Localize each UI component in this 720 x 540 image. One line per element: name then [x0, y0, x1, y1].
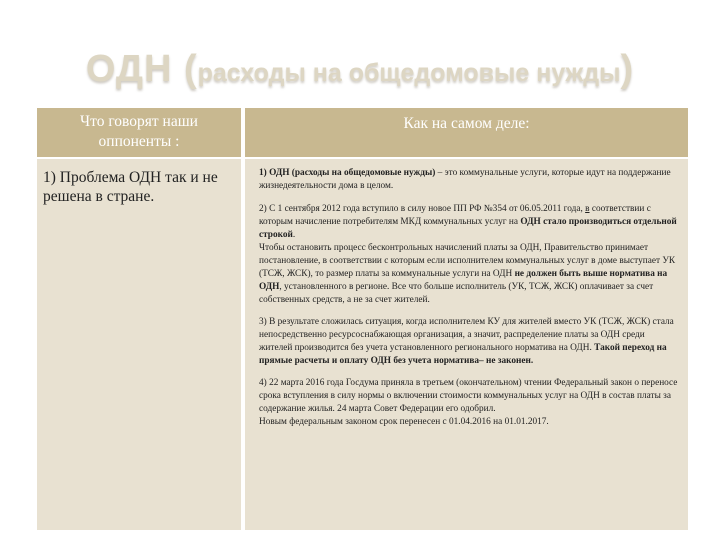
- reality-point-4-text: 4) 22 марта 2016 года Госдума приняла в третьем (окончательном) чтении Федеральный закон о переносе срока вступления в силу нормы о включении стоимости коммунальных услуг на ОДН в состав платы за содержание жилья. 24 марта Совет Федерации его одобрил.: [259, 378, 678, 414]
- reality-point-4: [259, 377, 678, 429]
- reality-point-4-text-2: Новым федеральным законом срок перенесен с 01.04.2016 на 01.01.2017.: [259, 417, 549, 427]
- page-title: [0, 48, 720, 91]
- opponent-claim-text: 1) Проблема ОДН так и не решена в стране.: [43, 169, 218, 205]
- title-paren-open: (: [172, 48, 198, 90]
- title-subtitle: расходы на общедомовые нужды: [197, 59, 621, 87]
- reality-point-1-bold: 1) ОДН (расходы на общедомовые нужды): [259, 168, 436, 178]
- reality-point-2-part-e: , установленного в регионе. Все что больше исполнитель (УК, ТСЖ, ЖСК) оплачивает за счет собственных средств, а не за счет жителей.: [259, 282, 654, 305]
- reality-point-2: [259, 203, 678, 307]
- reality-point-2-part-c: .: [292, 230, 296, 240]
- reality-point-2-part-b: соответствии с которым начисление потребителям МКД коммунальных услуг на: [259, 204, 651, 227]
- reality-point-1-text: – это коммунальные услуги, которые идут на поддержание жизнедеятельности дома в целом.: [259, 168, 671, 191]
- reality-point-3: [259, 316, 678, 368]
- header-opponents-label: Что говорят наши оппоненты :: [80, 113, 198, 150]
- reality-point-2-underline: в: [585, 204, 590, 214]
- reality-cell: [245, 159, 688, 530]
- reality-point-2-part-a: 2) С 1 сентября 2012 года вступило в силу новое ПП РФ №354 от 06.05.2011 года,: [259, 204, 586, 214]
- opponent-claim-cell: [37, 159, 241, 530]
- header-reality: [245, 108, 688, 157]
- title-main: ОДН: [85, 48, 173, 90]
- reality-point-1: [259, 167, 678, 193]
- reality-point-3-text: 3) В результате сложилась ситуация, когда исполнителем КУ для жителей вместо УК (ТСЖ, ЖСК) стала непосредственно ресурсоснабжающая организация, а значит, распределение платы за ОДН среди жителей производится без учета установленного регионального норматива на ОДН.: [259, 317, 674, 353]
- reality-point-3-bold: Такой переход на прямые расчеты и оплату ОДН без учета норматива– не законен.: [259, 343, 667, 366]
- reality-point-2-part-d: Чтобы остановить процесс бесконтрольных начислений платы за ОДН, Правительство принимает постановление, в соответствии с которым если исполнителем коммунальных услуг в доме выступает УК (ТСЖ, ЖСК), то размер платы за коммунальные услуги на ОДН: [259, 243, 676, 279]
- reality-point-2-bold: ОДН стало производиться отдельной строкой: [259, 217, 677, 240]
- title-paren-close: ): [620, 48, 635, 90]
- reality-point-2-bold-2: не должен быть выше норматива на ОДН: [259, 269, 668, 292]
- header-opponents: [37, 108, 241, 157]
- header-reality-label: Как на самом деле:: [403, 115, 530, 132]
